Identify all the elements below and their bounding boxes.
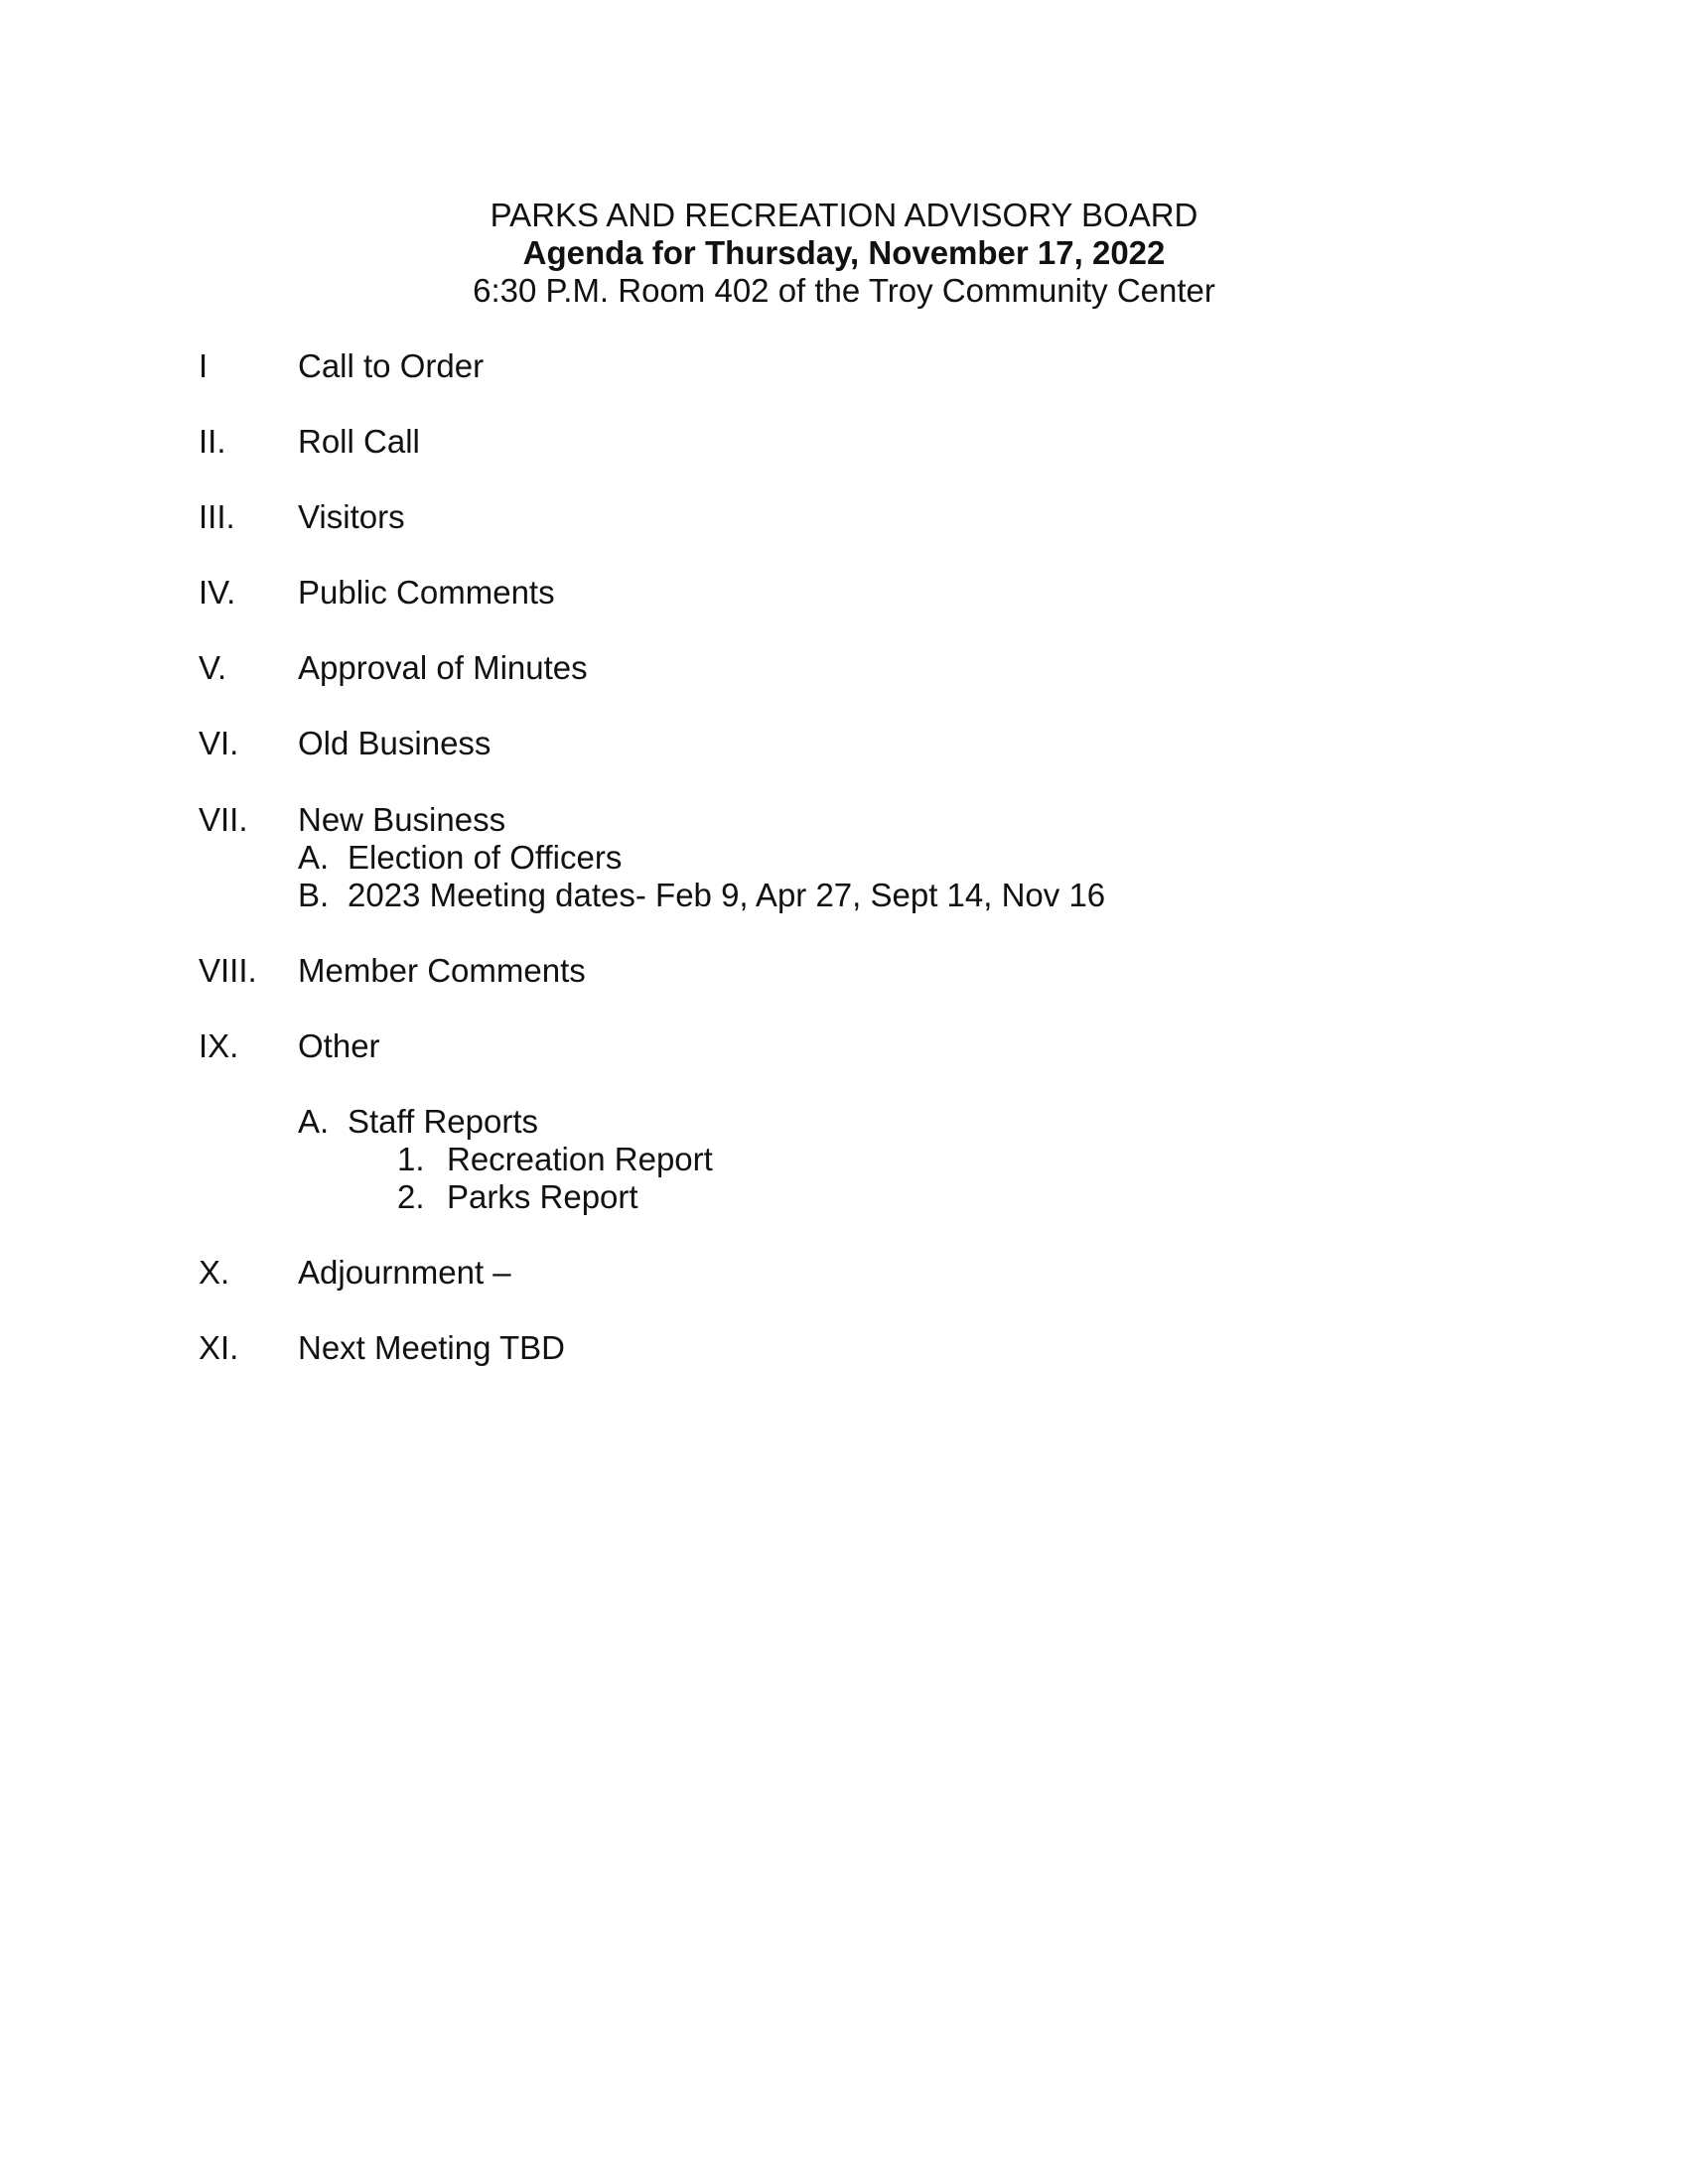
sub-subitem-number: 2.: [397, 1178, 425, 1215]
subitem-letter: B.: [298, 877, 330, 913]
item-number: IV.: [199, 574, 236, 611]
sub-subitem-text: Parks Report: [447, 1178, 638, 1215]
item-number: X.: [199, 1254, 230, 1291]
subitem-text: 2023 Meeting dates- Feb 9, Apr 27, Sept 14, Nov 16: [348, 877, 1106, 913]
item-number: VIII.: [199, 952, 257, 989]
item-text: Member Comments: [298, 952, 586, 989]
sub-subitem-number: 1.: [397, 1141, 425, 1177]
subitem-letter: A.: [298, 1103, 330, 1140]
item-text: New Business: [298, 801, 506, 838]
item-number: VI.: [199, 725, 239, 761]
item-number: I: [199, 347, 209, 384]
item-text: Public Comments: [298, 574, 555, 611]
sub-subitem-text: Recreation Report: [447, 1141, 713, 1177]
item-number: II.: [199, 423, 226, 460]
item-number: XI.: [199, 1329, 239, 1366]
item-text: Next Meeting TBD: [298, 1329, 565, 1366]
item-text: Roll Call: [298, 423, 420, 460]
meeting-time-location: 6:30 P.M. Room 402 of the Troy Community Center: [473, 272, 1215, 309]
subitem-letter: A.: [298, 839, 330, 876]
subitem-text: Staff Reports: [348, 1103, 538, 1140]
item-text: Adjournment –: [298, 1254, 511, 1291]
item-text: Other: [298, 1027, 380, 1064]
agenda-date: Agenda for Thursday, November 17, 2022: [522, 234, 1166, 271]
item-number: VII.: [199, 801, 248, 838]
item-number: V.: [199, 649, 227, 686]
item-text: Old Business: [298, 725, 492, 761]
item-number: III.: [199, 498, 235, 535]
board-title: PARKS AND RECREATION ADVISORY BOARD: [490, 197, 1198, 233]
item-text: Approval of Minutes: [298, 649, 588, 686]
item-number: IX.: [199, 1027, 239, 1064]
subitem-text: Election of Officers: [348, 839, 623, 876]
item-text: Call to Order: [298, 347, 485, 384]
item-text: Visitors: [298, 498, 405, 535]
